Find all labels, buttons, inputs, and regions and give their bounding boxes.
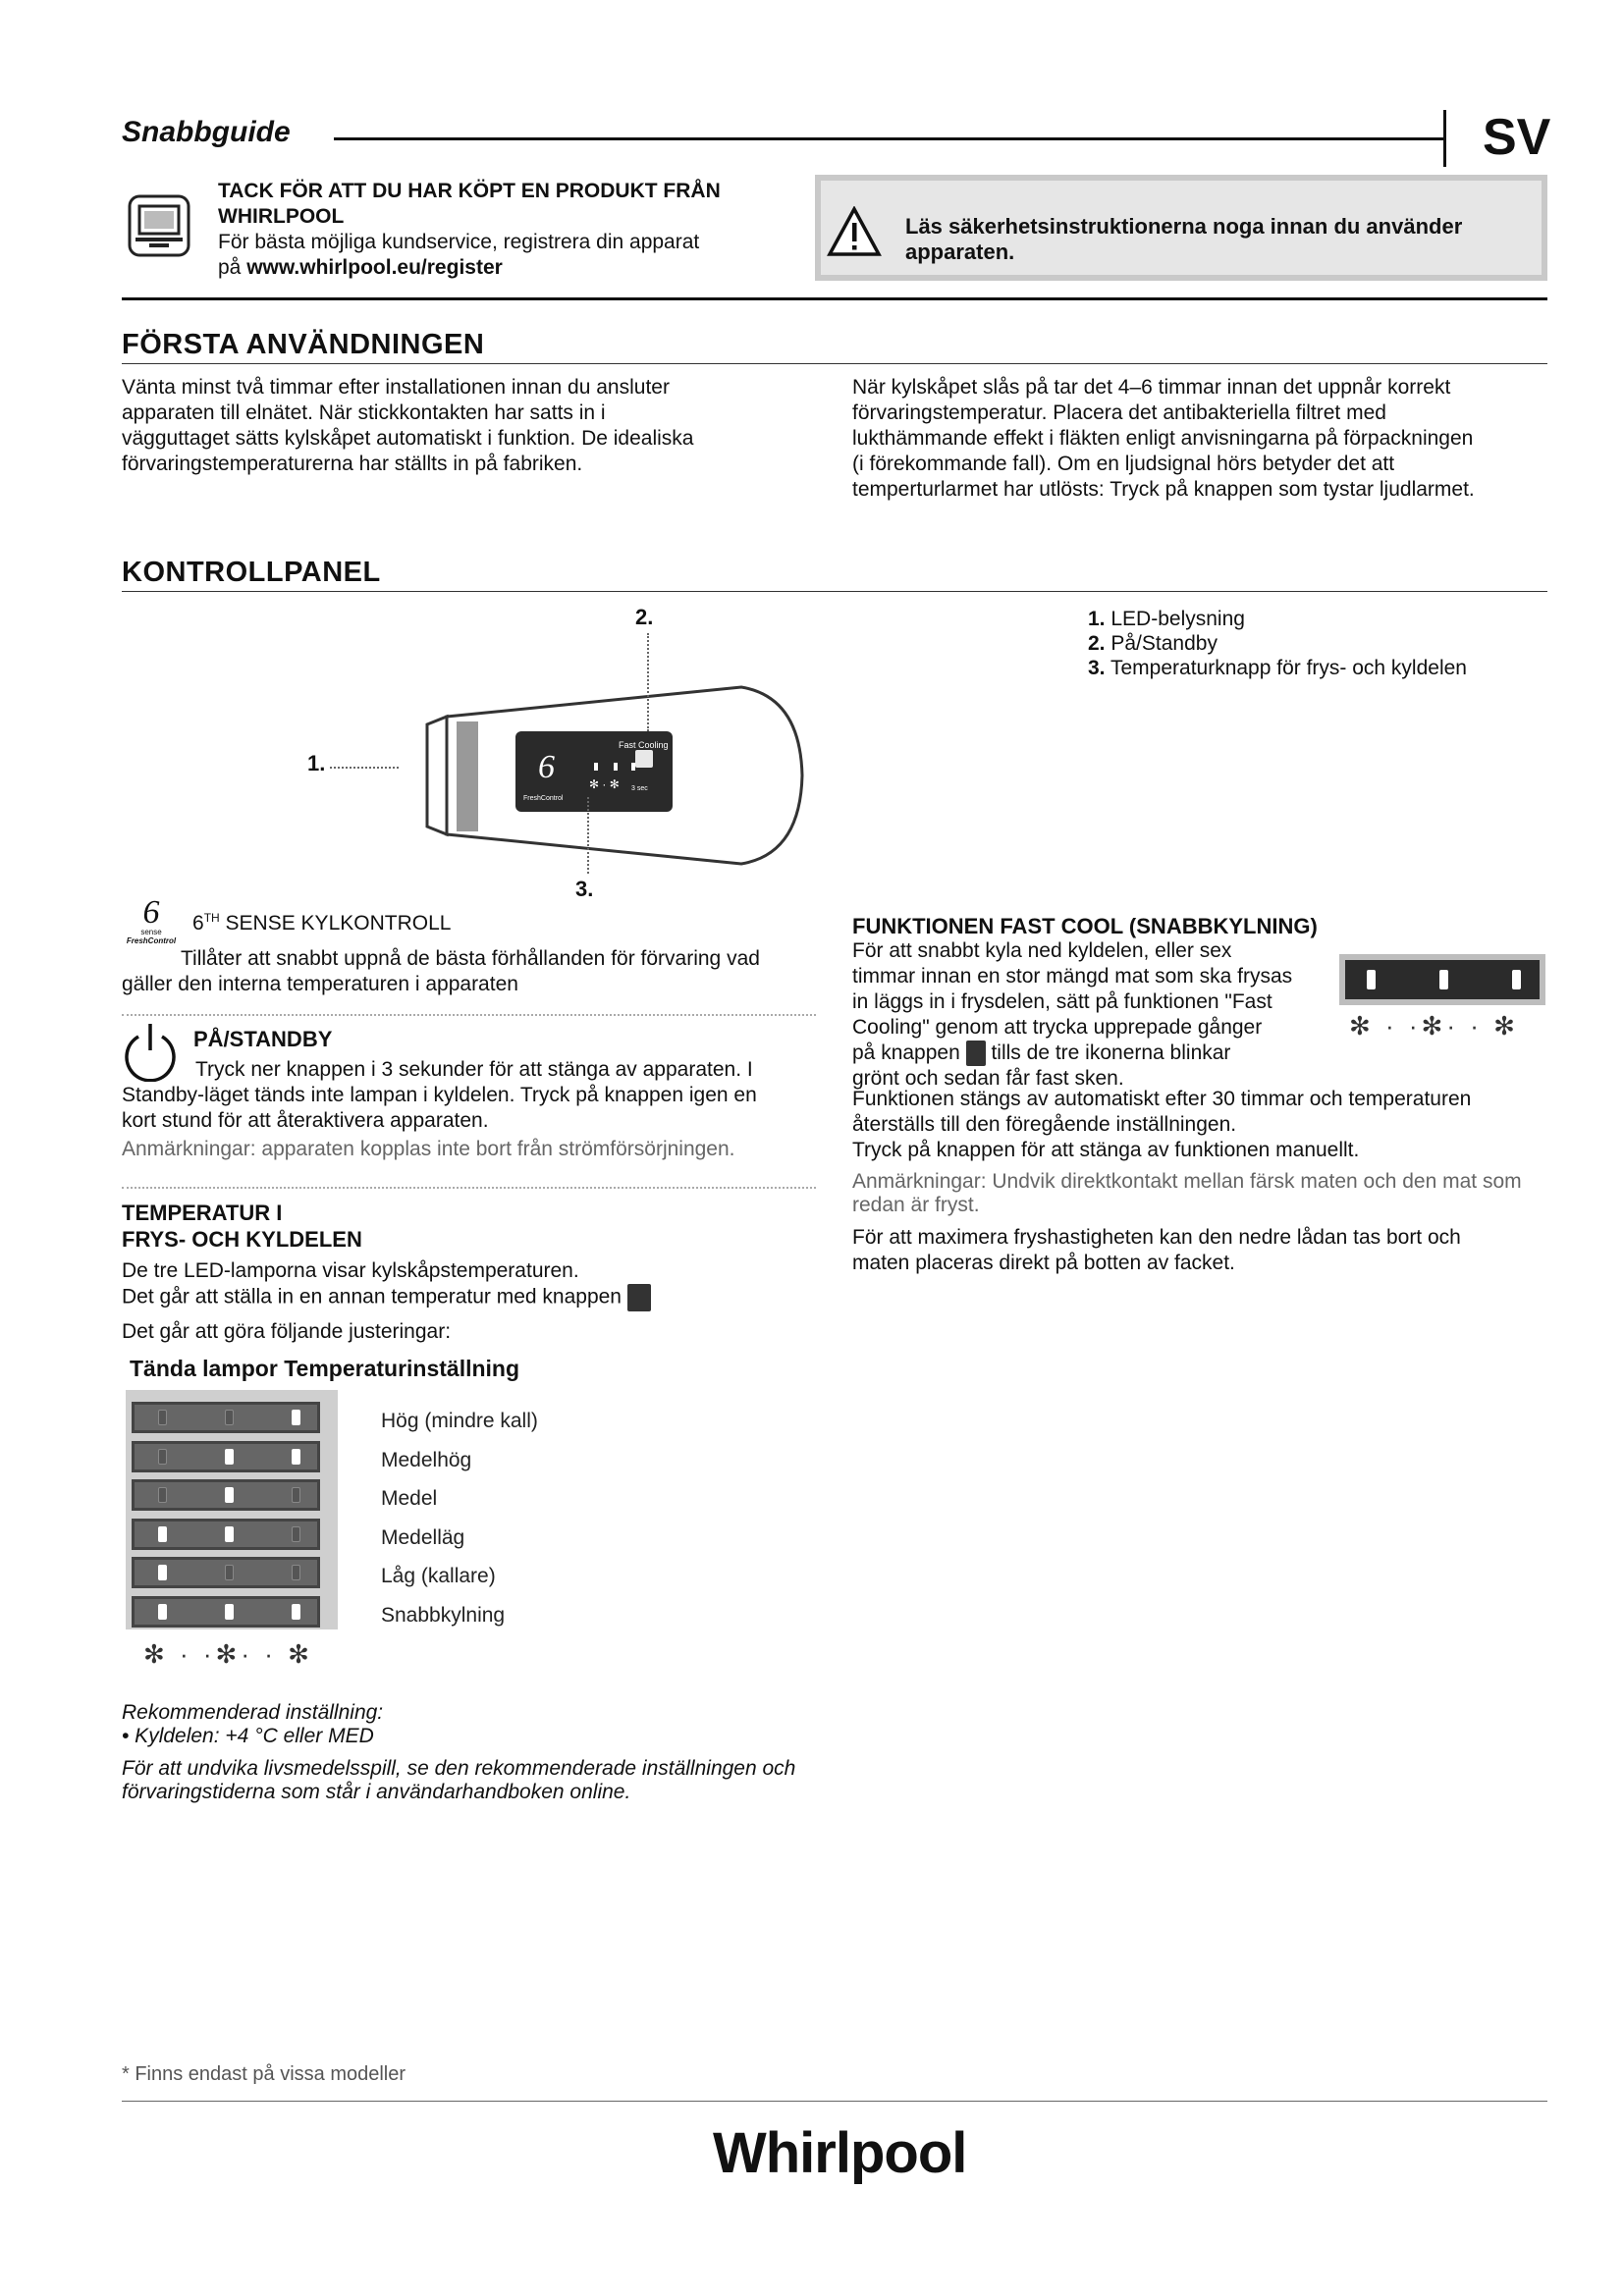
- level-label: Medelläg: [381, 1525, 465, 1549]
- led-off: [158, 1449, 167, 1465]
- panel-fast-cooling-label: Fast Cooling: [619, 740, 669, 750]
- level-label: Hög (mindre kall): [381, 1410, 538, 1432]
- level-label: Medel: [381, 1487, 438, 1510]
- first-use-title: FÖRSTA ANVÄNDNINGEN: [122, 329, 485, 360]
- led-off: [225, 1565, 234, 1580]
- level-label: Medelhög: [381, 1448, 472, 1471]
- level-labels: [381, 1402, 538, 1634]
- sixth-sense-logo: 6 sense FreshControl: [126, 894, 177, 945]
- led-on: [225, 1604, 234, 1620]
- led-level-row: [132, 1441, 320, 1472]
- led-level-row: [132, 1479, 320, 1511]
- fast-cool-max: För att maximera fryshastigheten kan den nedre lådan tas bort och maten placeras direkt på botten av facket.: [852, 1226, 1461, 1274]
- levels-header: Tända lampor Temperaturinställning: [130, 1356, 520, 1381]
- panel-btn-label: 3 sec: [631, 785, 648, 792]
- fast-cool-led-panel: [1339, 954, 1545, 1005]
- recommended-block: Rekommenderad inställning: • Kyldelen: +4 °C eller MED: [122, 1701, 384, 1747]
- callout-2: 2.: [635, 605, 654, 629]
- fast-cool-led: [1512, 970, 1521, 989]
- panel-led-2: [614, 763, 618, 771]
- callout-1-leader: [330, 767, 399, 769]
- led-off: [225, 1410, 234, 1425]
- section-rule: [122, 297, 1547, 300]
- monitor-icon: [128, 194, 190, 257]
- temperature-text: De tre LED-lamporna visar kylskåpstemperaturen. Det går att ställa in en annan temperatur med knappen Det går att göra följande justeringar:: [122, 1258, 829, 1345]
- led-level-row: [132, 1519, 320, 1550]
- led-off: [292, 1565, 300, 1580]
- callout-2-leader: [647, 633, 649, 731]
- whirlpool-logo: Whirlpool: [713, 2121, 967, 2185]
- standby-note: Anmärkningar: apparaten kopplas inte bort från strömförsörjningen.: [122, 1138, 735, 1160]
- register-text: [218, 179, 768, 281]
- level-label: Snabbkylning: [381, 1603, 506, 1627]
- sixth-sense-title: 6TH SENSE KYLKONTROLL: [192, 911, 452, 934]
- panel-6-logo: 6: [538, 749, 555, 785]
- page-title: Snabbguide: [122, 116, 291, 148]
- divider: [122, 1014, 816, 1016]
- panel-button[interactable]: [635, 750, 653, 768]
- led-on: [158, 1526, 167, 1542]
- led-on: [292, 1410, 300, 1425]
- control-panel-illustration: [417, 677, 810, 874]
- fast-cool-snowflakes: ✻ · ·✻· · ✻: [1349, 1011, 1519, 1041]
- led-level-row: [132, 1557, 320, 1588]
- safety-warning-text: Läs säkerhetsinstruktionerna noga innan du använder apparaten.: [905, 214, 1463, 264]
- fast-cool-led: [1439, 970, 1448, 989]
- temperature-button-icon: [627, 1284, 651, 1311]
- standby-text: Tryck ner knappen i 3 sekunder för att stänga av apparaten. I Standby-läget tänds inte lampan i kyldelen. Tryck på knappen igen en kort stund för att återaktivera apparaten. Anmärkningar: apparaten kopplas inte bort från strömförsörjningen.: [122, 1057, 829, 1162]
- led-level-row: [132, 1402, 320, 1433]
- panel-led-1: [594, 763, 598, 771]
- register-url-line: på www.whirlpool.eu/register: [218, 256, 503, 279]
- fast-cool-auto: Funktionen stängs av automatiskt efter 30 timmar och temperaturen återställs till den föregående inställningen. Tryck på knappen för att stänga av funktionen manuellt.: [852, 1088, 1472, 1161]
- sixth-sense-text: Tillåter att snabbt uppnå de bästa förhållanden för förvaring vad gäller den interna temperaturen i apparaten: [122, 947, 760, 995]
- first-use-right: När kylskåpet slås på tar det 4–6 timmar innan det uppnår korrekt förvaringstemperatur. Placera det antibakteriella filtret med lukthämmande effekt i fläkten enligt anvisningarna på förpackningen (i förekommande fall). Om en ljudsignal hörs betyder det att temperturlarmet har utlösts: Tryck på knappen som tystar ljudlarmet.: [852, 376, 1475, 501]
- led-on: [225, 1526, 234, 1542]
- level-label: Låg (kallare): [381, 1565, 496, 1587]
- footnote: * Finns endast på vissa modeller: [122, 2063, 406, 2085]
- footer-rule: [122, 2101, 1547, 2102]
- standby-title: PÅ/STANDBY: [193, 1027, 333, 1051]
- legend-item: 1. LED-belysning: [1088, 608, 1245, 630]
- header-divider: [1443, 110, 1446, 167]
- divider: [122, 1187, 816, 1189]
- language-code: SV: [1483, 109, 1551, 166]
- callout-3: 3.: [575, 877, 594, 901]
- warning-icon: [827, 206, 882, 257]
- callout-3-leader: [587, 797, 589, 874]
- led-on: [225, 1487, 234, 1503]
- header-rule: [334, 137, 1443, 140]
- temperature-title: TEMPERATUR I FRYS- OCH KYLDELEN: [122, 1201, 362, 1252]
- legend-item: 3. Temperaturknapp för frys- och kyldelen: [1088, 657, 1467, 679]
- fast-cool-text: För att snabbt kyla ned kyldelen, eller sex timmar innan en stor mängd mat som ska frysas in läggs in i frysdelen, sätt på funktionen "Fast Cooling" genom att trycka upprepade gånger på knappen tills de tre ikonerna blinkar grönt och sedan får fast sken.: [852, 939, 1293, 1091]
- first-use-rule: [122, 363, 1547, 364]
- control-panel-rule: [122, 591, 1547, 592]
- snowflake-icons: ✻ · ·✻· · ✻: [143, 1639, 313, 1669]
- fast-cool-title: FUNKTIONEN FAST COOL (SNABBKYLNING): [852, 914, 1318, 938]
- led-on: [158, 1565, 167, 1580]
- fast-cool-led: [1367, 970, 1376, 989]
- fast-cool-button-icon: [966, 1041, 986, 1066]
- waste-note: För att undvika livsmedelsspill, se den rekommenderade inställningen och förvaringstiderna som står i användarhandboken online.: [122, 1757, 796, 1803]
- register-heading-2: WHIRLPOOL: [218, 205, 345, 228]
- led-off: [292, 1487, 300, 1503]
- register-heading-1: TACK FÖR ATT DU HAR KÖPT EN PRODUKT FRÅN: [218, 180, 721, 202]
- control-panel-title: KONTROLLPANEL: [122, 557, 381, 588]
- register-link[interactable]: www.whirlpool.eu/register: [246, 256, 503, 279]
- led-on: [292, 1604, 300, 1620]
- led-on: [158, 1604, 167, 1620]
- led-on: [225, 1449, 234, 1465]
- led-off: [292, 1526, 300, 1542]
- first-use-left: Vänta minst två timmar efter installationen innan du ansluter apparaten till elnätet. När stickkontakten har satts in i vägguttaget sätts kylskåpet automatiskt i funktion. De idealiska förvaringstemperaturerna har ställts in på fabriken.: [122, 376, 694, 475]
- led-on: [292, 1449, 300, 1465]
- panel-brand-label: FreshControl: [523, 795, 564, 802]
- legend-list: [1088, 607, 1467, 680]
- panel-snow-icon: ✻ · ✻: [589, 777, 620, 791]
- fast-cool-note: Anmärkningar: Undvik direktkontakt mellan färsk maten och den mat som redan är fryst.: [852, 1170, 1522, 1216]
- callout-1: 1.: [307, 751, 326, 775]
- legend-item: 2. På/Standby: [1088, 632, 1218, 655]
- led-off: [158, 1487, 167, 1503]
- led-level-row: [132, 1596, 320, 1628]
- panel-led-3: [631, 763, 635, 771]
- led-off: [158, 1410, 167, 1425]
- register-line: För bästa möjliga kundservice, registrera din apparat: [218, 231, 700, 253]
